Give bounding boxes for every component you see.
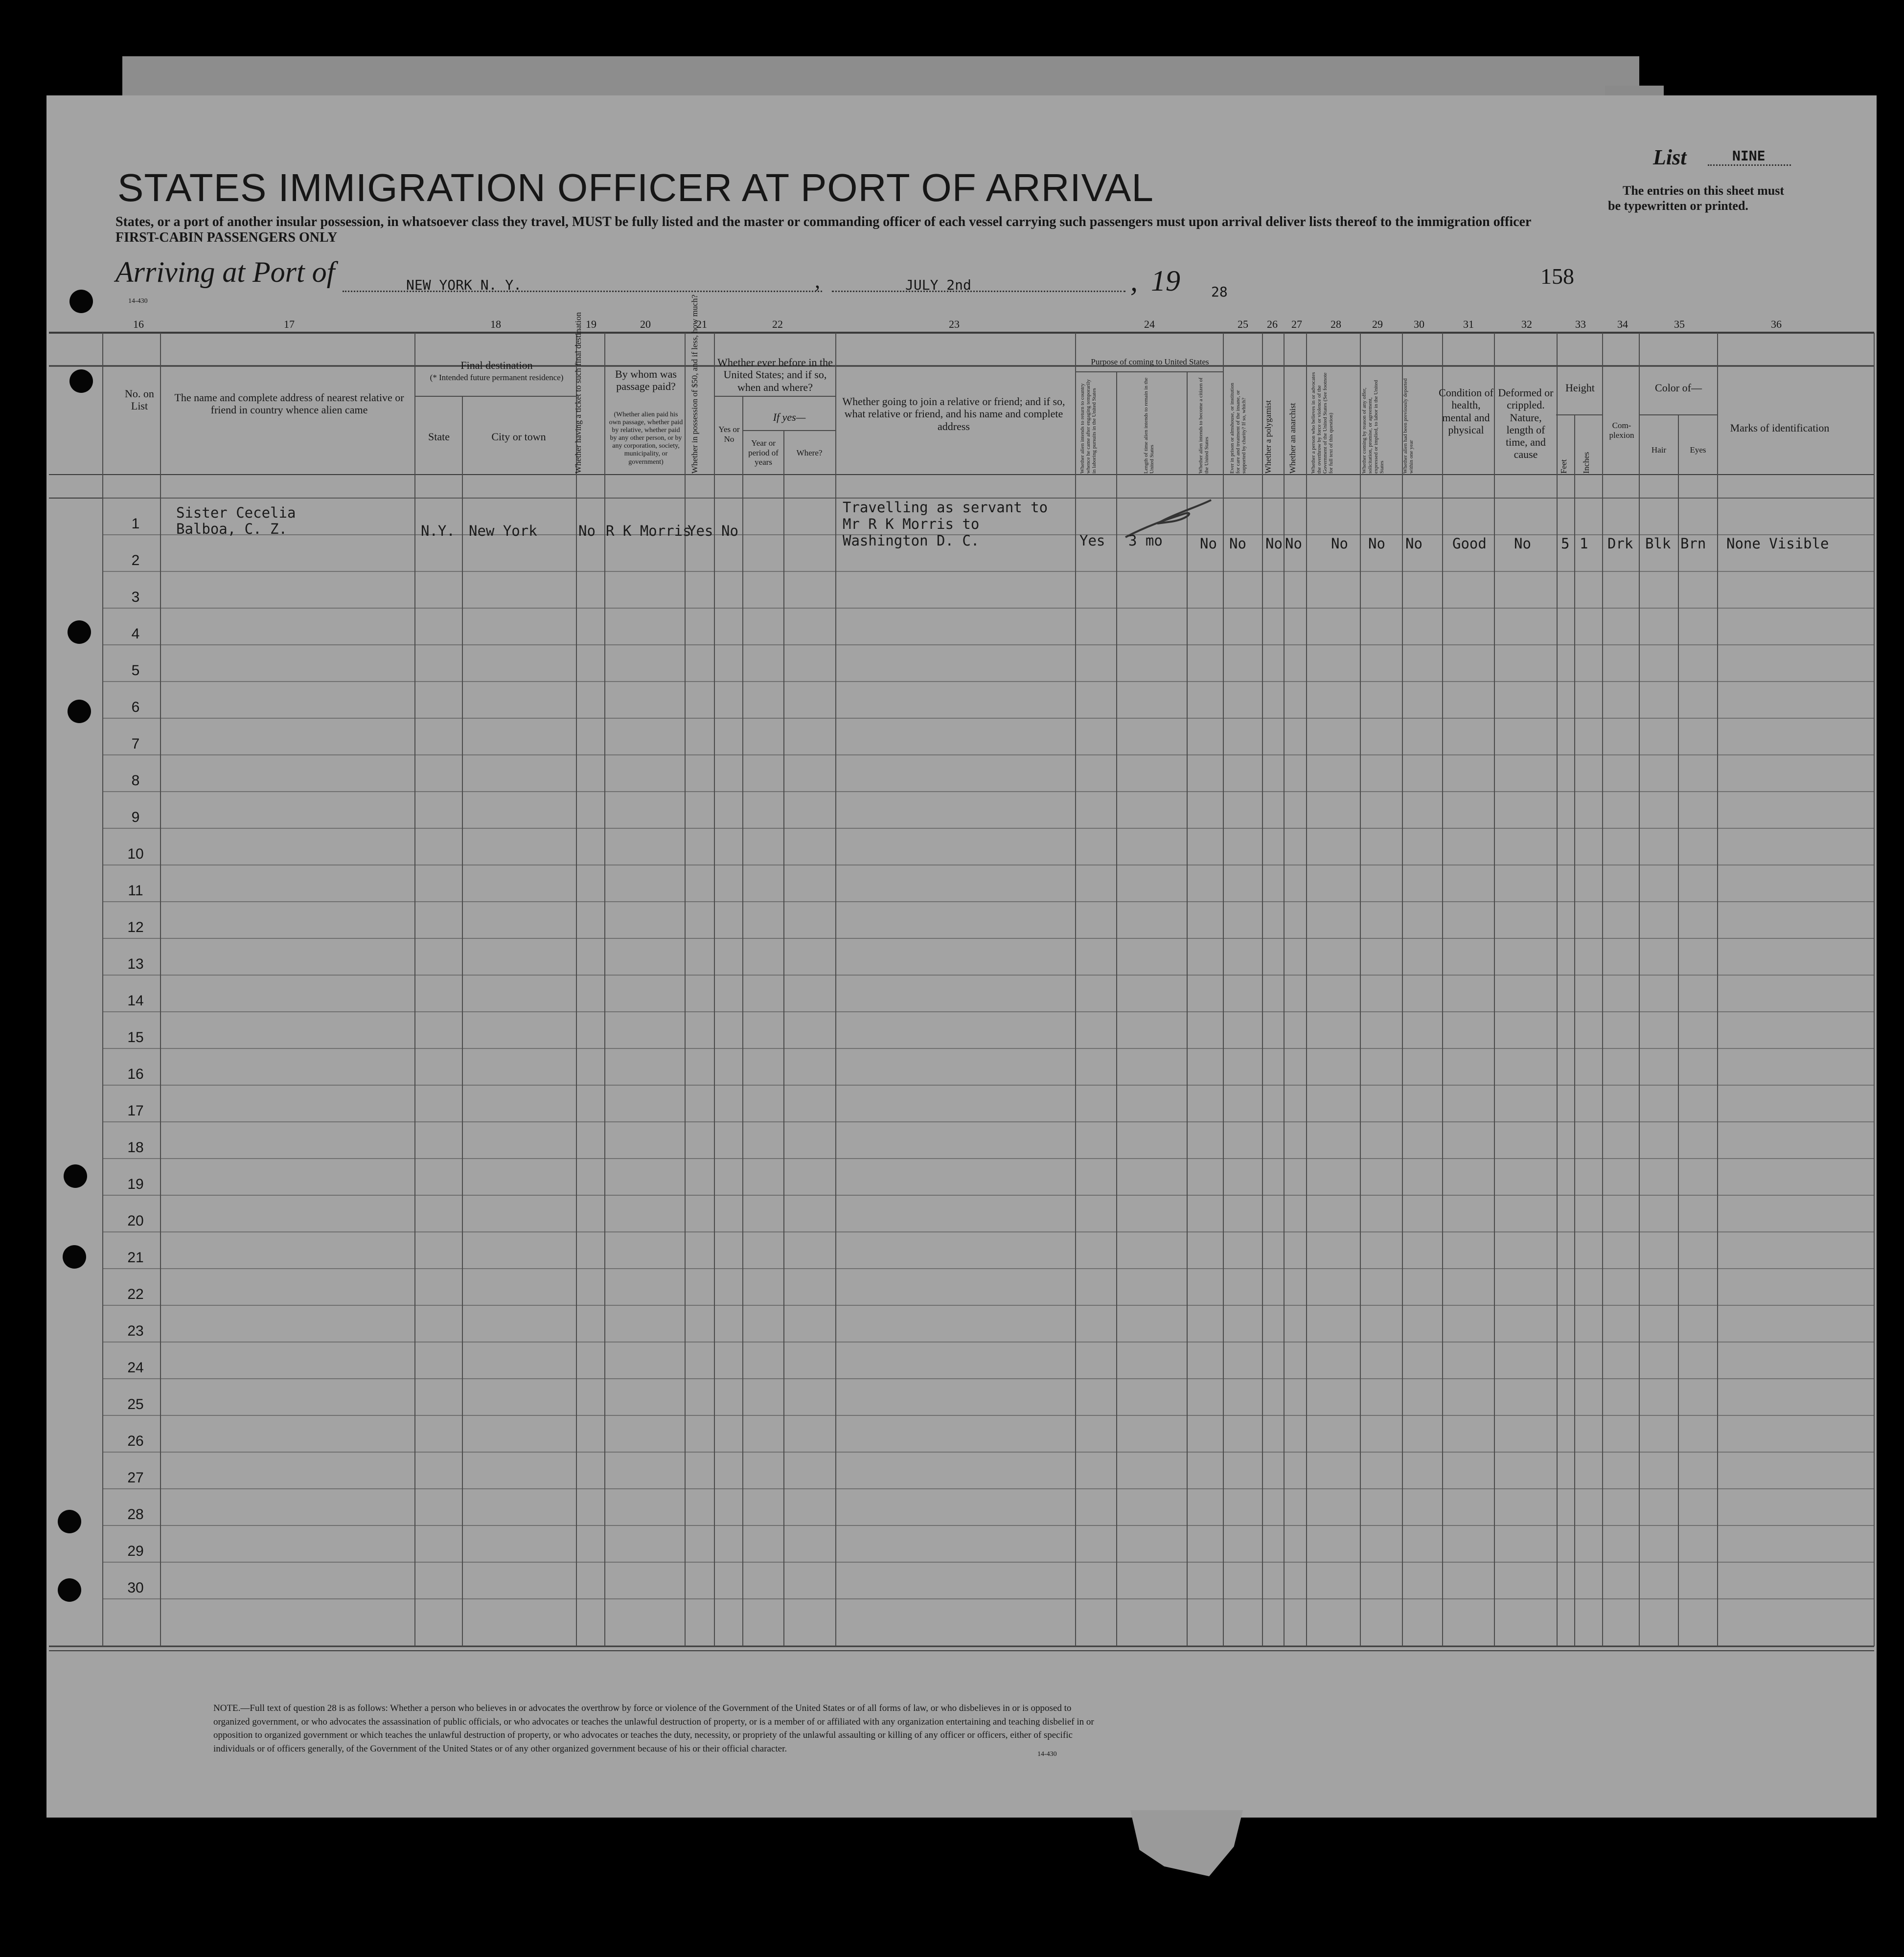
col-18-note: (* Intended future permanent residence) bbox=[430, 373, 564, 382]
arriving-label: Arriving at Port of bbox=[115, 256, 335, 288]
col-33-inches: Inches bbox=[1582, 452, 1591, 474]
col-26-header: Whether a polygamist bbox=[1263, 400, 1273, 474]
entry-marks: None Visible bbox=[1726, 535, 1829, 552]
row-number: 6 bbox=[131, 699, 140, 715]
entry-deported: No bbox=[1405, 535, 1422, 552]
col-num: 27 bbox=[1291, 318, 1302, 330]
col-24-a: Whether alien intends to return to country whence he came after engaging temporarily in laboring pursuits in the United States bbox=[1079, 379, 1097, 474]
entry-address: Balboa, C. Z. bbox=[176, 521, 287, 537]
col-22-header: Whether ever before in the United States; and if so, when and where? bbox=[717, 356, 833, 393]
col-num: 36 bbox=[1771, 318, 1782, 330]
col-num: 28 bbox=[1331, 318, 1341, 330]
col-23-header: Whether going to join a relative or friend; and if so, what relative or friend, and his name and complete address bbox=[842, 395, 1065, 432]
col-num: 18 bbox=[490, 318, 501, 330]
row-number: 15 bbox=[127, 1029, 144, 1046]
col-35-eyes: Eyes bbox=[1690, 445, 1706, 455]
col-18-header: Final destination bbox=[460, 359, 533, 371]
col-num: 22 bbox=[772, 318, 783, 330]
col-20-header: By whom was passage paid? bbox=[615, 368, 677, 393]
entry-complexion: Drk bbox=[1607, 535, 1633, 552]
typewritten-note: be typewritten or printed. bbox=[1608, 199, 1748, 213]
col-34-header: Com- plexion bbox=[1609, 421, 1634, 440]
list-value: NINE bbox=[1732, 148, 1766, 164]
entry-inches: 1 bbox=[1580, 535, 1588, 552]
first-cabin-label: FIRST-CABIN PASSENGERS ONLY bbox=[115, 230, 338, 245]
col-21-header: Whether in possession of $50, and if less, how much? bbox=[690, 295, 699, 474]
row-number: 5 bbox=[131, 662, 140, 679]
form-number-top: 14-430 bbox=[128, 297, 148, 305]
row-number: 14 bbox=[127, 993, 144, 1009]
col-num: 19 bbox=[586, 318, 596, 330]
col-22-where: Where? bbox=[796, 448, 823, 457]
col-28-header: Whether a person who believes in or advocates the overthrow by force or violence of the Government of the United States (See footnote for full text of this question) bbox=[1310, 372, 1334, 474]
entry-city: New York bbox=[469, 523, 537, 539]
date-value: JULY 2nd bbox=[905, 277, 971, 293]
row-number: 20 bbox=[127, 1213, 144, 1229]
col-num: 29 bbox=[1372, 318, 1383, 330]
col-33-header: Height bbox=[1565, 382, 1595, 394]
footnote-question-28: NOTE.—Full text of question 28 is as follows: Whether a person who believes in or advocates the overthrow by force or violence of the Government of the United States or of all forms of law, or who disbelieves in or is opposed to organized government, or who advocates the assassination of public officials, or who advocates or teaches the unlawful destruction of property, or is a member of or affiliated with any organization entertaining and teaching disbelief in or opposition to organized government or which teaches the unlawful destruction of property, or who advocates or teaches the duty, necessity, or propriety of the unlawful assaulting or killing of any officer or officers, either of specific individuals or of officers generally, of the Government of the United States or of any other organized government because of his or their official character. bbox=[213, 1703, 1094, 1754]
typewritten-note: The entries on this sheet must bbox=[1623, 183, 1785, 198]
col-24-b: Length of time alien intends to remain in the United States bbox=[1143, 377, 1155, 474]
row-number: 4 bbox=[131, 626, 140, 642]
col-31-header: Condition of health, mental and physical bbox=[1439, 387, 1493, 436]
entry-hair: Blk bbox=[1645, 535, 1671, 552]
entry-return-intent: Yes bbox=[1079, 532, 1105, 549]
col-16-header: No. on List bbox=[125, 387, 154, 412]
col-num: 35 bbox=[1674, 318, 1685, 330]
row-number: 19 bbox=[127, 1176, 144, 1192]
col-18-state: State bbox=[428, 431, 450, 443]
row-number: 18 bbox=[127, 1139, 144, 1156]
row-number: 8 bbox=[131, 773, 140, 789]
col-27-header: Whether an anarchist bbox=[1288, 403, 1297, 474]
row-number: 24 bbox=[127, 1360, 144, 1376]
year-suffix: 28 bbox=[1211, 284, 1228, 300]
row-number: 17 bbox=[127, 1103, 144, 1119]
entry-deformed: No bbox=[1514, 535, 1531, 552]
entry-eyes: Brn bbox=[1680, 535, 1706, 552]
form-title: STATES IMMIGRATION OFFICER AT PORT OF ARRIVAL bbox=[117, 166, 1154, 209]
row-number: 29 bbox=[127, 1543, 144, 1559]
row-number: 21 bbox=[127, 1250, 144, 1266]
entry-ever-before: No bbox=[721, 523, 738, 539]
form-subtitle: States, or a port of another insular possession, in whatsoever class they travel, MUST be fully listed and the master or commanding officer of each vessel carrying such passengers must upon arrival deliver lists thereof to the immigration officer bbox=[115, 214, 1532, 229]
entry-anarchist: No bbox=[1285, 535, 1302, 552]
col-32-header: Deformed or crippled. Nature, length of time, and cause bbox=[1498, 387, 1554, 461]
entry-passage-paid: R K Morris bbox=[606, 523, 691, 539]
row-number: 13 bbox=[127, 956, 144, 972]
row-number: 27 bbox=[127, 1470, 144, 1486]
col-30-header: Whether alien had been previously deported within one year bbox=[1402, 378, 1414, 474]
col-num: 26 bbox=[1267, 318, 1278, 330]
col-num: 33 bbox=[1575, 318, 1586, 330]
col-17-header: The name and complete address of nearest relative or friend in country whence alien came bbox=[174, 391, 404, 416]
entry-feet: 5 bbox=[1561, 535, 1570, 552]
list-dotted-line bbox=[1708, 164, 1791, 166]
col-36-header: Marks of identification bbox=[1730, 422, 1830, 434]
checkmark-mark bbox=[1125, 500, 1211, 537]
page-number: 158 bbox=[1540, 264, 1574, 289]
col-num: 17 bbox=[284, 318, 295, 330]
entry-join-2: Mr R K Morris to bbox=[843, 516, 980, 532]
row-number: 11 bbox=[128, 883, 143, 899]
entry-state: N.Y. bbox=[421, 523, 455, 539]
entry-citizen-intent: No bbox=[1200, 535, 1217, 552]
row-number: 28 bbox=[127, 1506, 144, 1523]
col-25-header: Ever in prison or almshouse, or institution for care and treatment of the insane, or supported by charity? If so, which? bbox=[1229, 383, 1247, 474]
col-num: 21 bbox=[696, 318, 707, 330]
col-22-yes-no: Yes or No bbox=[718, 425, 740, 444]
entry-ticket: No bbox=[578, 523, 596, 539]
col-22-year: Year or period of years bbox=[748, 438, 779, 467]
col-24-c: Whether alien intends to become a citizen of the United States bbox=[1198, 377, 1210, 474]
entry-join-1: Travelling as servant to bbox=[843, 499, 1048, 516]
col-num: 25 bbox=[1238, 318, 1248, 330]
list-label: List bbox=[1653, 145, 1687, 169]
col-35-header: Color of— bbox=[1655, 382, 1702, 394]
col-29-header: Whether coming by reason of any offer, solicitation, promise, or agreement, expressed or implied, to labor in the United States bbox=[1361, 380, 1385, 474]
col-19-header: Whether having a ticket to such final destination bbox=[573, 312, 583, 474]
year-prefix: 19 bbox=[1151, 265, 1180, 297]
port-value: NEW YORK N. Y. bbox=[406, 277, 522, 293]
row-number: 22 bbox=[127, 1286, 144, 1302]
row-number: 3 bbox=[131, 589, 140, 605]
entry-fifty-dollars: Yes bbox=[688, 523, 713, 539]
col-22-if-yes: If yes— bbox=[773, 411, 806, 423]
row-number: 26 bbox=[127, 1433, 144, 1449]
row-number: 25 bbox=[127, 1396, 144, 1412]
col-num: 34 bbox=[1617, 318, 1628, 330]
row-number: 30 bbox=[127, 1580, 144, 1596]
row-number: 23 bbox=[127, 1323, 144, 1339]
col-num: 23 bbox=[949, 318, 960, 330]
col-num: 31 bbox=[1463, 318, 1474, 330]
col-num: 20 bbox=[640, 318, 651, 330]
entry-length-of-stay: 3 mo bbox=[1128, 532, 1163, 549]
col-20-note: (Whether alien paid his own passage, whether paid by relative, whether paid by any other person, or by any corporation, society, municipality, or government) bbox=[609, 411, 683, 466]
row-number: 9 bbox=[131, 809, 140, 825]
col-18-city: City or town bbox=[491, 431, 546, 443]
entry-polygamist: No bbox=[1265, 535, 1283, 552]
col-33-feet: Feet bbox=[1559, 459, 1568, 474]
col-24-header: Purpose of coming to United States bbox=[1091, 357, 1209, 366]
col-num: 16 bbox=[133, 318, 144, 330]
row-number: 2 bbox=[131, 552, 140, 569]
col-num: 32 bbox=[1521, 318, 1532, 330]
date-dotted-line bbox=[832, 291, 1125, 292]
entry-prison: No bbox=[1229, 535, 1246, 552]
entry-join-3: Washington D. C. bbox=[843, 532, 980, 549]
row-number: 16 bbox=[127, 1066, 144, 1082]
entry-health: Good bbox=[1452, 535, 1487, 552]
entry-labor-offer: No bbox=[1368, 535, 1385, 552]
col-num: 24 bbox=[1144, 318, 1155, 330]
row-number: 1 bbox=[131, 516, 140, 532]
form-number-bottom: 14-430 bbox=[1037, 1751, 1057, 1758]
row-number: 10 bbox=[127, 846, 144, 862]
entry-overthrow: No bbox=[1331, 535, 1348, 552]
entry-name: Sister Cecelia bbox=[176, 504, 296, 521]
col-35-hair: Hair bbox=[1651, 445, 1667, 455]
col-num: 30 bbox=[1414, 318, 1424, 330]
row-number: 12 bbox=[127, 919, 144, 935]
row-number: 7 bbox=[131, 736, 140, 752]
